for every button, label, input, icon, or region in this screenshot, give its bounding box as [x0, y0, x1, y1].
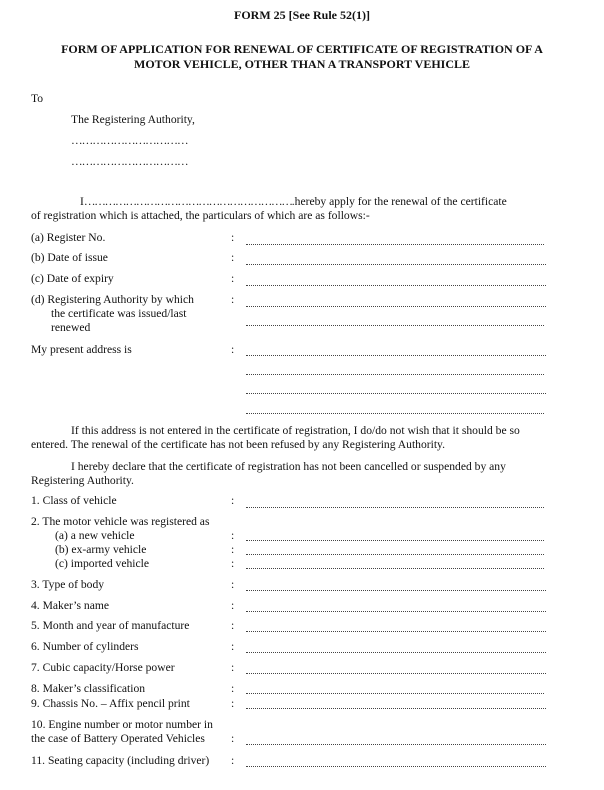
new-vehicle-field[interactable]: [246, 540, 544, 541]
class-of-vehicle-field[interactable]: [246, 507, 544, 508]
applicant-prefix: I: [80, 195, 84, 208]
authority-blank-2[interactable]: ……………………………: [71, 155, 188, 168]
declaration-2-line1: I hereby declare that the certificate of registration has not been cancelled or suspended by any: [71, 460, 506, 473]
item-7-colon: :: [231, 661, 235, 674]
makers-name-field[interactable]: [246, 611, 546, 612]
item-type-of-body: 3. Type of body: [31, 578, 105, 591]
engine-number-field[interactable]: [246, 744, 546, 745]
item-engine-number-line1: 10. Engine number or motor number in: [31, 718, 213, 731]
present-address-field-2[interactable]: [246, 374, 544, 375]
item-5-colon: :: [231, 619, 235, 632]
item-6-colon: :: [231, 640, 235, 653]
item-ex-army-vehicle: (b) ex-army vehicle: [55, 543, 147, 556]
cubic-capacity-field[interactable]: [246, 673, 546, 674]
item-2a-colon: :: [231, 529, 235, 542]
date-of-expiry-label: (c) Date of expiry: [31, 272, 114, 285]
present-address-label: My present address is: [31, 343, 132, 356]
present-address-field-3[interactable]: [246, 393, 546, 394]
issuing-authority-field-1[interactable]: [246, 306, 546, 307]
item-9-colon: :: [231, 697, 235, 710]
number-of-cylinders-field[interactable]: [246, 652, 546, 653]
to-label: To: [31, 92, 44, 105]
declaration-2-line2: Registering Authority.: [31, 474, 134, 487]
applicant-line: [80, 195, 507, 208]
form-number: FORM 25 [See Rule 52(1)]: [234, 8, 370, 22]
register-no-field[interactable]: [246, 244, 544, 245]
imported-vehicle-field[interactable]: [246, 568, 544, 569]
date-of-expiry-field[interactable]: [246, 285, 546, 286]
item-2c-colon: :: [231, 557, 235, 570]
item-imported-vehicle: (c) imported vehicle: [55, 557, 149, 570]
item-2b-colon: :: [231, 543, 235, 556]
item-10-colon: :: [231, 732, 235, 745]
item-11-colon: :: [231, 754, 235, 767]
type-of-body-field[interactable]: [246, 590, 546, 591]
item-makers-name: 4. Maker’s name: [31, 599, 110, 612]
register-no-label: (a) Register No.: [31, 231, 106, 244]
authority-label-line1: (d) Registering Authority by which: [31, 293, 194, 306]
form-title-line2: MOTOR VEHICLE, OTHER THAN A TRANSPORT VEHICLE: [134, 57, 470, 71]
item-month-year-manufacture: 5. Month and year of manufacture: [31, 619, 190, 632]
declaration-1-line2: entered. The renewal of the certificate has not been refused by any Registering Authority.: [31, 438, 446, 451]
form-title-line1: FORM OF APPLICATION FOR RENEWAL OF CERTIFICATE OF REGISTRATION OF A: [61, 42, 543, 56]
item-class-of-vehicle: 1. Class of vehicle: [31, 494, 117, 507]
item-cubic-capacity: 7. Cubic capacity/Horse power: [31, 661, 175, 674]
applicant-name-blank[interactable]: ……………………………………………………: [83, 195, 292, 208]
item-engine-number-line2: the case of Battery Operated Vehicles: [31, 732, 205, 745]
authority-label-line3: renewed: [51, 321, 91, 334]
item-registered-as: 2. The motor vehicle was registered as: [31, 515, 210, 528]
present-address-field-4[interactable]: [246, 413, 544, 414]
date-of-expiry-colon: :: [231, 272, 235, 285]
item-3-colon: :: [231, 578, 235, 591]
present-address-colon: :: [231, 343, 235, 356]
present-address-field-1[interactable]: [246, 355, 546, 356]
seating-capacity-field[interactable]: [246, 766, 546, 767]
date-of-issue-colon: :: [231, 251, 235, 264]
issuing-authority-field-2[interactable]: [246, 325, 544, 326]
item-1-colon: :: [231, 494, 235, 507]
declaration-1-line1: If this address is not entered in the certificate of registration, I do/do not wish that it should be so: [71, 424, 520, 437]
item-makers-classification: 8. Maker’s classification: [31, 682, 146, 695]
date-of-issue-label: (b) Date of issue: [31, 251, 108, 264]
authority-colon: :: [231, 293, 235, 306]
ex-army-vehicle-field[interactable]: [246, 554, 544, 555]
register-no-colon: :: [231, 231, 235, 244]
item-chassis-no: 9. Chassis No. – Affix pencil print: [31, 697, 190, 710]
intro-line2: of registration which is attached, the particulars of which are as follows:-: [31, 209, 370, 222]
chassis-no-field[interactable]: [246, 708, 546, 709]
item-8-colon: :: [231, 682, 235, 695]
applicant-suffix: .hereby apply for the renewal of the certificate: [291, 195, 507, 208]
item-number-of-cylinders: 6. Number of cylinders: [31, 640, 139, 653]
authority-label-line2: the certificate was issued/last: [51, 307, 187, 320]
registering-authority-label: The Registering Authority,: [71, 113, 195, 126]
item-seating-capacity: 11. Seating capacity (including driver): [31, 754, 210, 767]
authority-blank-1[interactable]: ……………………………: [71, 134, 188, 147]
item-new-vehicle: (a) a new vehicle: [55, 529, 135, 542]
item-4-colon: :: [231, 599, 235, 612]
makers-classification-field[interactable]: [246, 693, 544, 694]
month-year-manufacture-field[interactable]: [246, 631, 546, 632]
date-of-issue-field[interactable]: [246, 264, 546, 265]
